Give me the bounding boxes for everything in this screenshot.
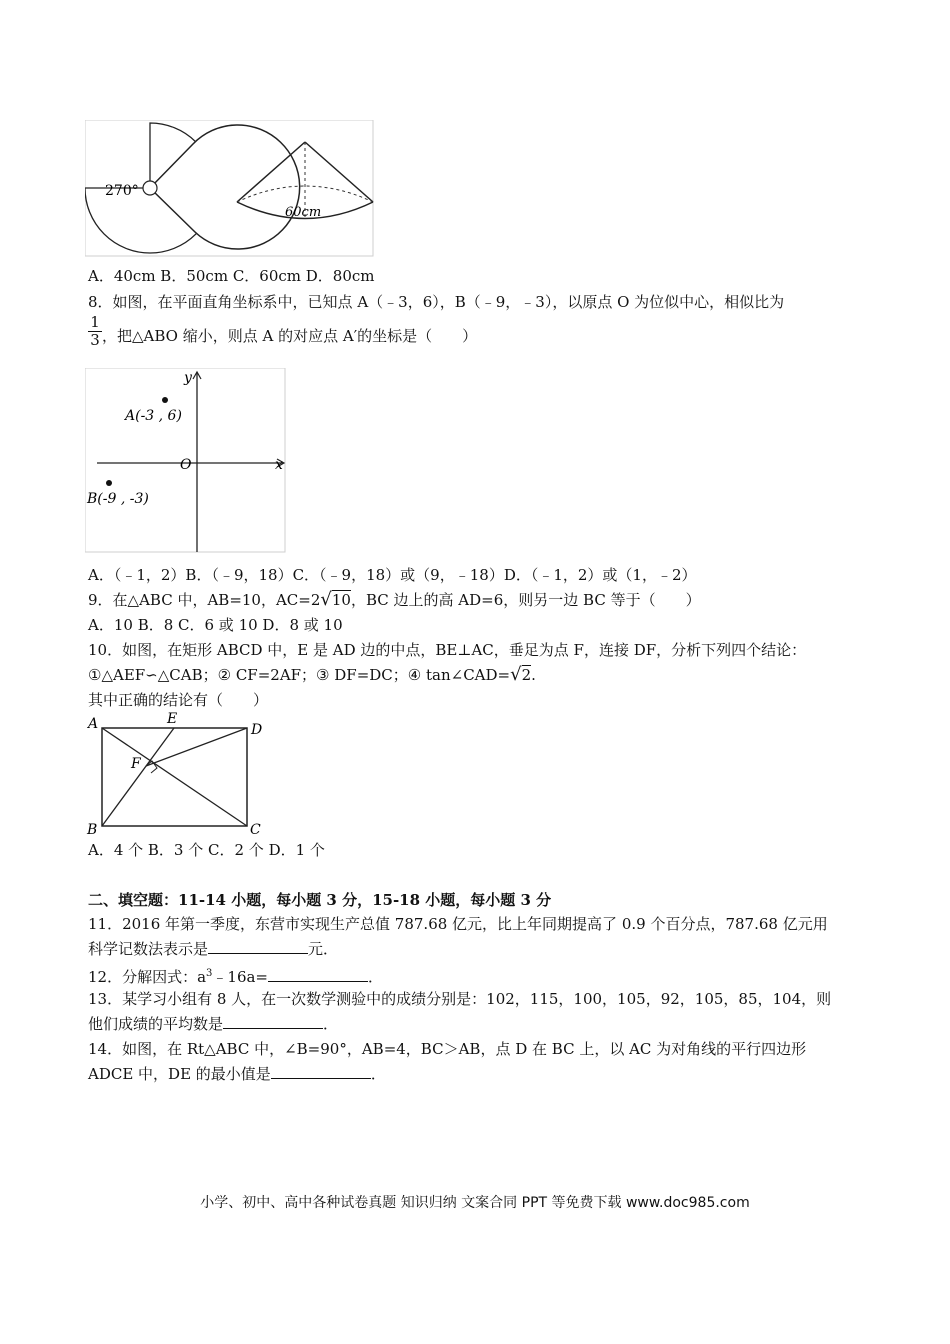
origin-label: O: [180, 457, 192, 473]
q12-mid: ﹣16a=: [212, 968, 269, 986]
label-a: A: [88, 716, 99, 732]
q10-line1: 10．如图，在矩形 ABCD 中，E 是 AD 边的中点，BE⊥AC，垂足为点 F，连接 DF，分析下列四个结论：: [88, 641, 807, 659]
q10-sqrt-value: 2: [521, 666, 532, 684]
q14-line2-pre: ADCE 中，DE 的最小值是: [88, 1065, 271, 1083]
section2-title: 二、填空题：11-14 小题，每小题 3 分，15-18 小题，每小题 3 分: [88, 891, 552, 909]
q12-line: [88, 964, 383, 987]
point-b-label: B(-9 , -3): [87, 491, 149, 507]
q11-blank[interactable]: [208, 939, 308, 954]
q13-blank[interactable]: [223, 1014, 323, 1029]
q9-sqrt-sign: √: [320, 589, 332, 610]
line-be: [102, 728, 174, 826]
q13-line2-pre: 他们成绩的平均数是: [88, 1015, 224, 1033]
q8-frac-den: 3: [90, 331, 100, 349]
q10-sqrt-sign: √: [510, 664, 522, 685]
point-a-label: A(-3 , 6): [125, 408, 182, 424]
q9-sqrt-value: 10: [331, 591, 351, 609]
q11-line2-post: 元．: [308, 940, 339, 958]
q9-post: ，BC 边上的高 AD=6，则另一边 BC 等于（ ）: [350, 591, 701, 609]
label-c: C: [250, 822, 261, 838]
q9-line: [88, 590, 701, 610]
q8-line1: 8．如图，在平面直角坐标系中，已知点 A（﹣3，6），B（﹣9，﹣3），以原点 O 为位似中心，相似比为: [88, 293, 785, 311]
label-d: D: [251, 722, 263, 738]
line-ac: [102, 728, 247, 826]
q11-line2: [88, 939, 338, 959]
q10-line2-pre: ①△AEF∽△CAB；② CF=2AF；③ DF=DC；④ tan∠CAD=: [88, 666, 511, 684]
q10-figure: [85, 710, 270, 838]
line-df: [146, 728, 247, 766]
q7-options: A．40cm B．50cm C．60cm D．80cm: [88, 267, 375, 285]
y-label: y: [184, 370, 192, 386]
q8-line2-text: ，把△ABO 缩小，则点 A 的对应点 A′的坐标是（ ）: [102, 327, 478, 345]
q8-figure: [85, 368, 290, 556]
q12-blank[interactable]: [268, 967, 368, 982]
q8-frac-num: 1: [88, 314, 102, 332]
q7-angle-label: 270°: [105, 183, 139, 199]
q11-line2-pre: 科学记数法表示是: [88, 940, 209, 958]
point-b: [106, 480, 112, 486]
q14-line2: [88, 1064, 386, 1084]
q12-post: ．: [368, 968, 384, 986]
q12-pre: 12．分解因式：a: [88, 968, 207, 986]
label-e: E: [167, 711, 178, 727]
q13-line1: 13．某学习小组有 8 人，在一次数学测验中的成绩分别是：102，115，100，105，92，105，85，104，则: [88, 990, 832, 1008]
angle-mark: [143, 181, 157, 195]
sector-270-shape: [150, 125, 300, 249]
x-label: x: [275, 457, 283, 473]
q7-length-label: 60cm: [285, 205, 322, 220]
label-f: F: [131, 756, 141, 772]
q10-line2-post: .: [531, 666, 536, 684]
q12-exponent: 3: [206, 968, 213, 979]
q7-figure: [85, 120, 375, 260]
q10-line2: [88, 665, 536, 685]
q14-line2-post: ．: [370, 1065, 386, 1083]
q14-blank[interactable]: [271, 1064, 371, 1079]
q9-pre: 9．在△ABC 中，AB=10，AC=2: [88, 591, 321, 609]
q13-line2: [88, 1014, 338, 1034]
q8-options: A．（﹣1，2）B．（﹣9，18）C．（﹣9，18）或（9，﹣18）D．（﹣1，2）或（1，﹣2）: [88, 566, 697, 584]
q14-line1: 14．如图，在 Rt△ABC 中，∠B=90°，AB=4，BC＞AB，点 D 在 BC 上，以 AC 为对角线的平行四边形: [88, 1040, 807, 1058]
q11-line1: 11．2016 年第一季度，东营市实现生产总值 787.68 亿元，比上年同期提高了 0.9 个百分点，787.68 亿元用: [88, 915, 828, 933]
point-a: [162, 397, 168, 403]
q9-options: A．10 B．8 C．6 或 10 D．8 或 10: [88, 616, 343, 634]
page-footer: 小学、初中、高中各种试卷真题 知识归纳 文案合同 PPT 等免费下载 www.doc985.com: [200, 1195, 750, 1211]
label-b: B: [87, 822, 98, 838]
q10-options: A．4 个 B．3 个 C．2 个 D．1 个: [88, 841, 325, 859]
cone-side-right: [305, 142, 373, 202]
q8-fraction: [88, 314, 102, 349]
q10-line3: 其中正确的结论有（ ）: [88, 691, 269, 709]
q13-line2-post: ．: [323, 1015, 339, 1033]
